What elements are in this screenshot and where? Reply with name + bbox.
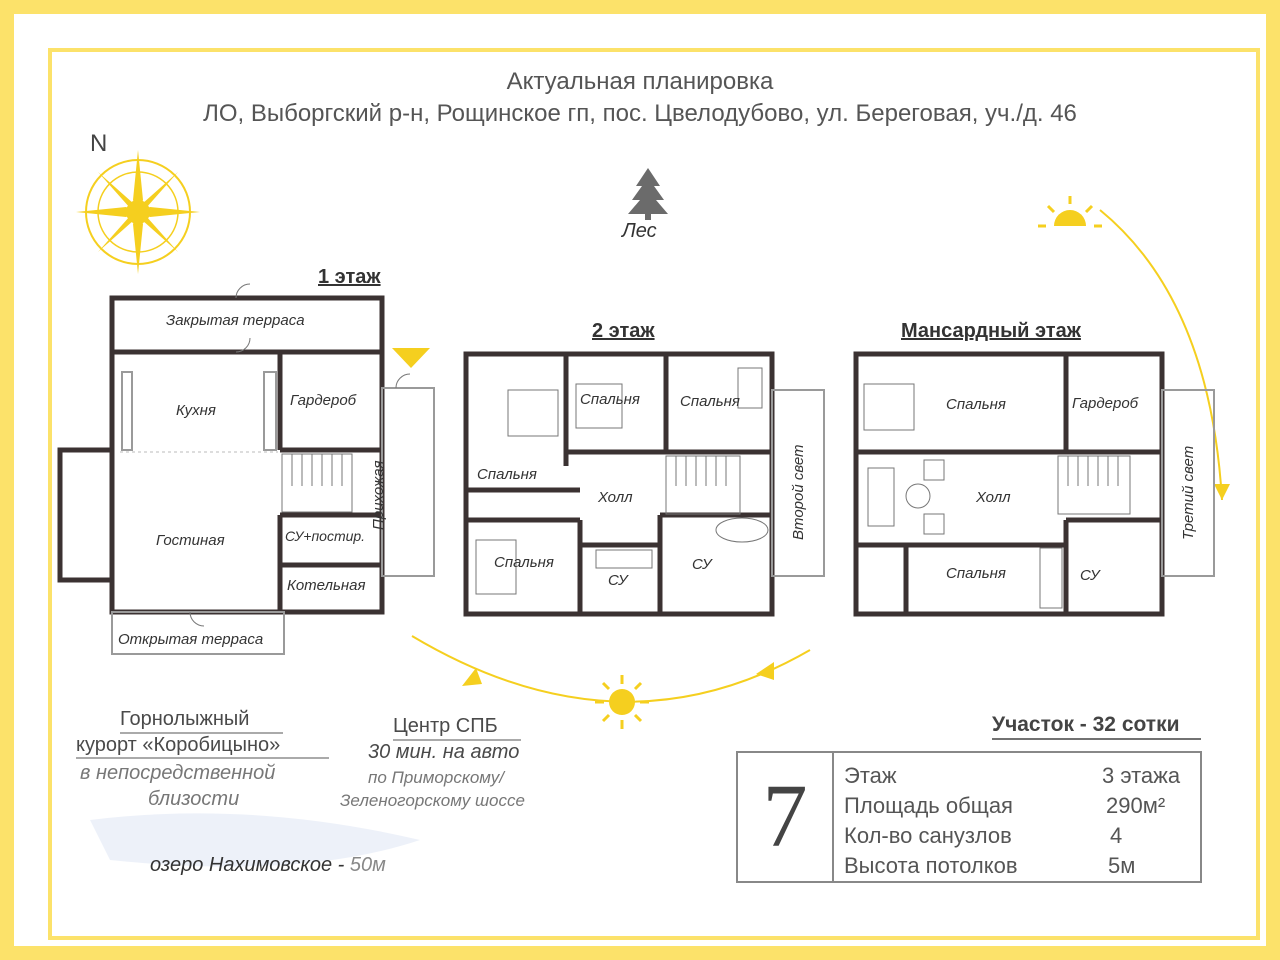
plot-size: Участок - 32 сотки <box>992 713 1180 736</box>
floor-2-label: 2 этаж <box>592 320 655 342</box>
room-f2-bedroom-c: Спальня <box>477 466 537 483</box>
ski-resort-line-4: близости <box>148 788 240 810</box>
room-attic-bedroom-b: Спальня <box>946 565 1006 582</box>
room-open-terrace: Открытая терраса <box>118 631 264 648</box>
room-entry-hall: Прихожая <box>370 460 387 530</box>
room-boiler: Котельная <box>287 577 366 594</box>
info-box <box>736 751 1202 883</box>
info-label-bathrooms: Кол-во санузлов <box>844 823 1012 848</box>
lake-label <box>150 854 386 877</box>
room-wardrobe-1: Гардероб <box>290 392 357 409</box>
sun-bottom-icon <box>595 675 649 729</box>
house-number: 7 <box>738 753 834 881</box>
room-living: Гостиная <box>156 532 225 549</box>
north-label: N <box>90 130 108 157</box>
spb-line-4: Зеленогорскому шоссе <box>340 791 525 810</box>
room-third-light: Третий свет <box>1180 445 1197 540</box>
room-second-light: Второй свет <box>790 444 807 540</box>
room-f2-bedroom-d: Спальня <box>494 554 554 571</box>
room-f2-hall: Холл <box>598 489 633 506</box>
tree-icon <box>628 168 668 220</box>
ski-resort-line-2: курорт «Коробицыно» <box>76 734 281 756</box>
sun-top-icon <box>1038 196 1102 226</box>
room-f2-bath-b: СУ <box>692 556 712 573</box>
info-value-area: 290м² <box>1106 793 1166 818</box>
info-label-floors: Этаж <box>844 763 897 788</box>
room-attic-wardrobe: Гардероб <box>1072 395 1139 412</box>
room-f2-bath-a: СУ <box>608 572 628 589</box>
compass-rose-icon <box>76 150 200 274</box>
room-attic-bedroom-a: Спальня <box>946 396 1006 413</box>
room-attic-hall: Холл <box>976 489 1011 506</box>
info-value-bathrooms: 4 <box>1110 823 1123 848</box>
ski-resort-line-1: Горнолыжный <box>120 708 250 730</box>
attic-floor-label: Мансардный этаж <box>901 320 1081 342</box>
spb-line-2: 30 мин. на авто <box>368 741 520 763</box>
info-label-area: Площадь общая <box>844 793 1013 818</box>
floor-2-plan <box>466 354 824 614</box>
attic-plan <box>856 354 1214 614</box>
page-title: Актуальная планировка <box>506 68 774 95</box>
address-line: ЛО, Выборгский р-н, Рощинское гп, пос. Цвелодубово, ул. Береговая, уч./д. 46 <box>203 100 1077 127</box>
room-bath-laundry: СУ+постир. <box>285 528 366 544</box>
room-kitchen: Кухня <box>176 402 216 419</box>
room-closed-terrace: Закрытая терраса <box>166 312 305 329</box>
info-label-ceiling: Высота потолков <box>844 853 1018 878</box>
room-attic-bath: СУ <box>1080 567 1100 584</box>
room-f2-bedroom-a: Спальня <box>580 391 640 408</box>
info-value-floors: 3 этажа <box>1102 763 1181 788</box>
spb-line-1: Центр СПБ <box>393 715 498 737</box>
ski-resort-line-3: в непосредственной <box>80 762 276 784</box>
info-value-ceiling: 5м <box>1108 853 1136 878</box>
floor-1-label: 1 этаж <box>318 266 381 288</box>
lake-name: озеро Нахимовское - <box>150 854 350 876</box>
room-f2-bedroom-b: Спальня <box>680 393 740 410</box>
spb-line-3: по Приморскому/ <box>368 768 504 787</box>
lake-distance: 50м <box>349 854 386 876</box>
forest-label: Лес <box>622 220 657 242</box>
